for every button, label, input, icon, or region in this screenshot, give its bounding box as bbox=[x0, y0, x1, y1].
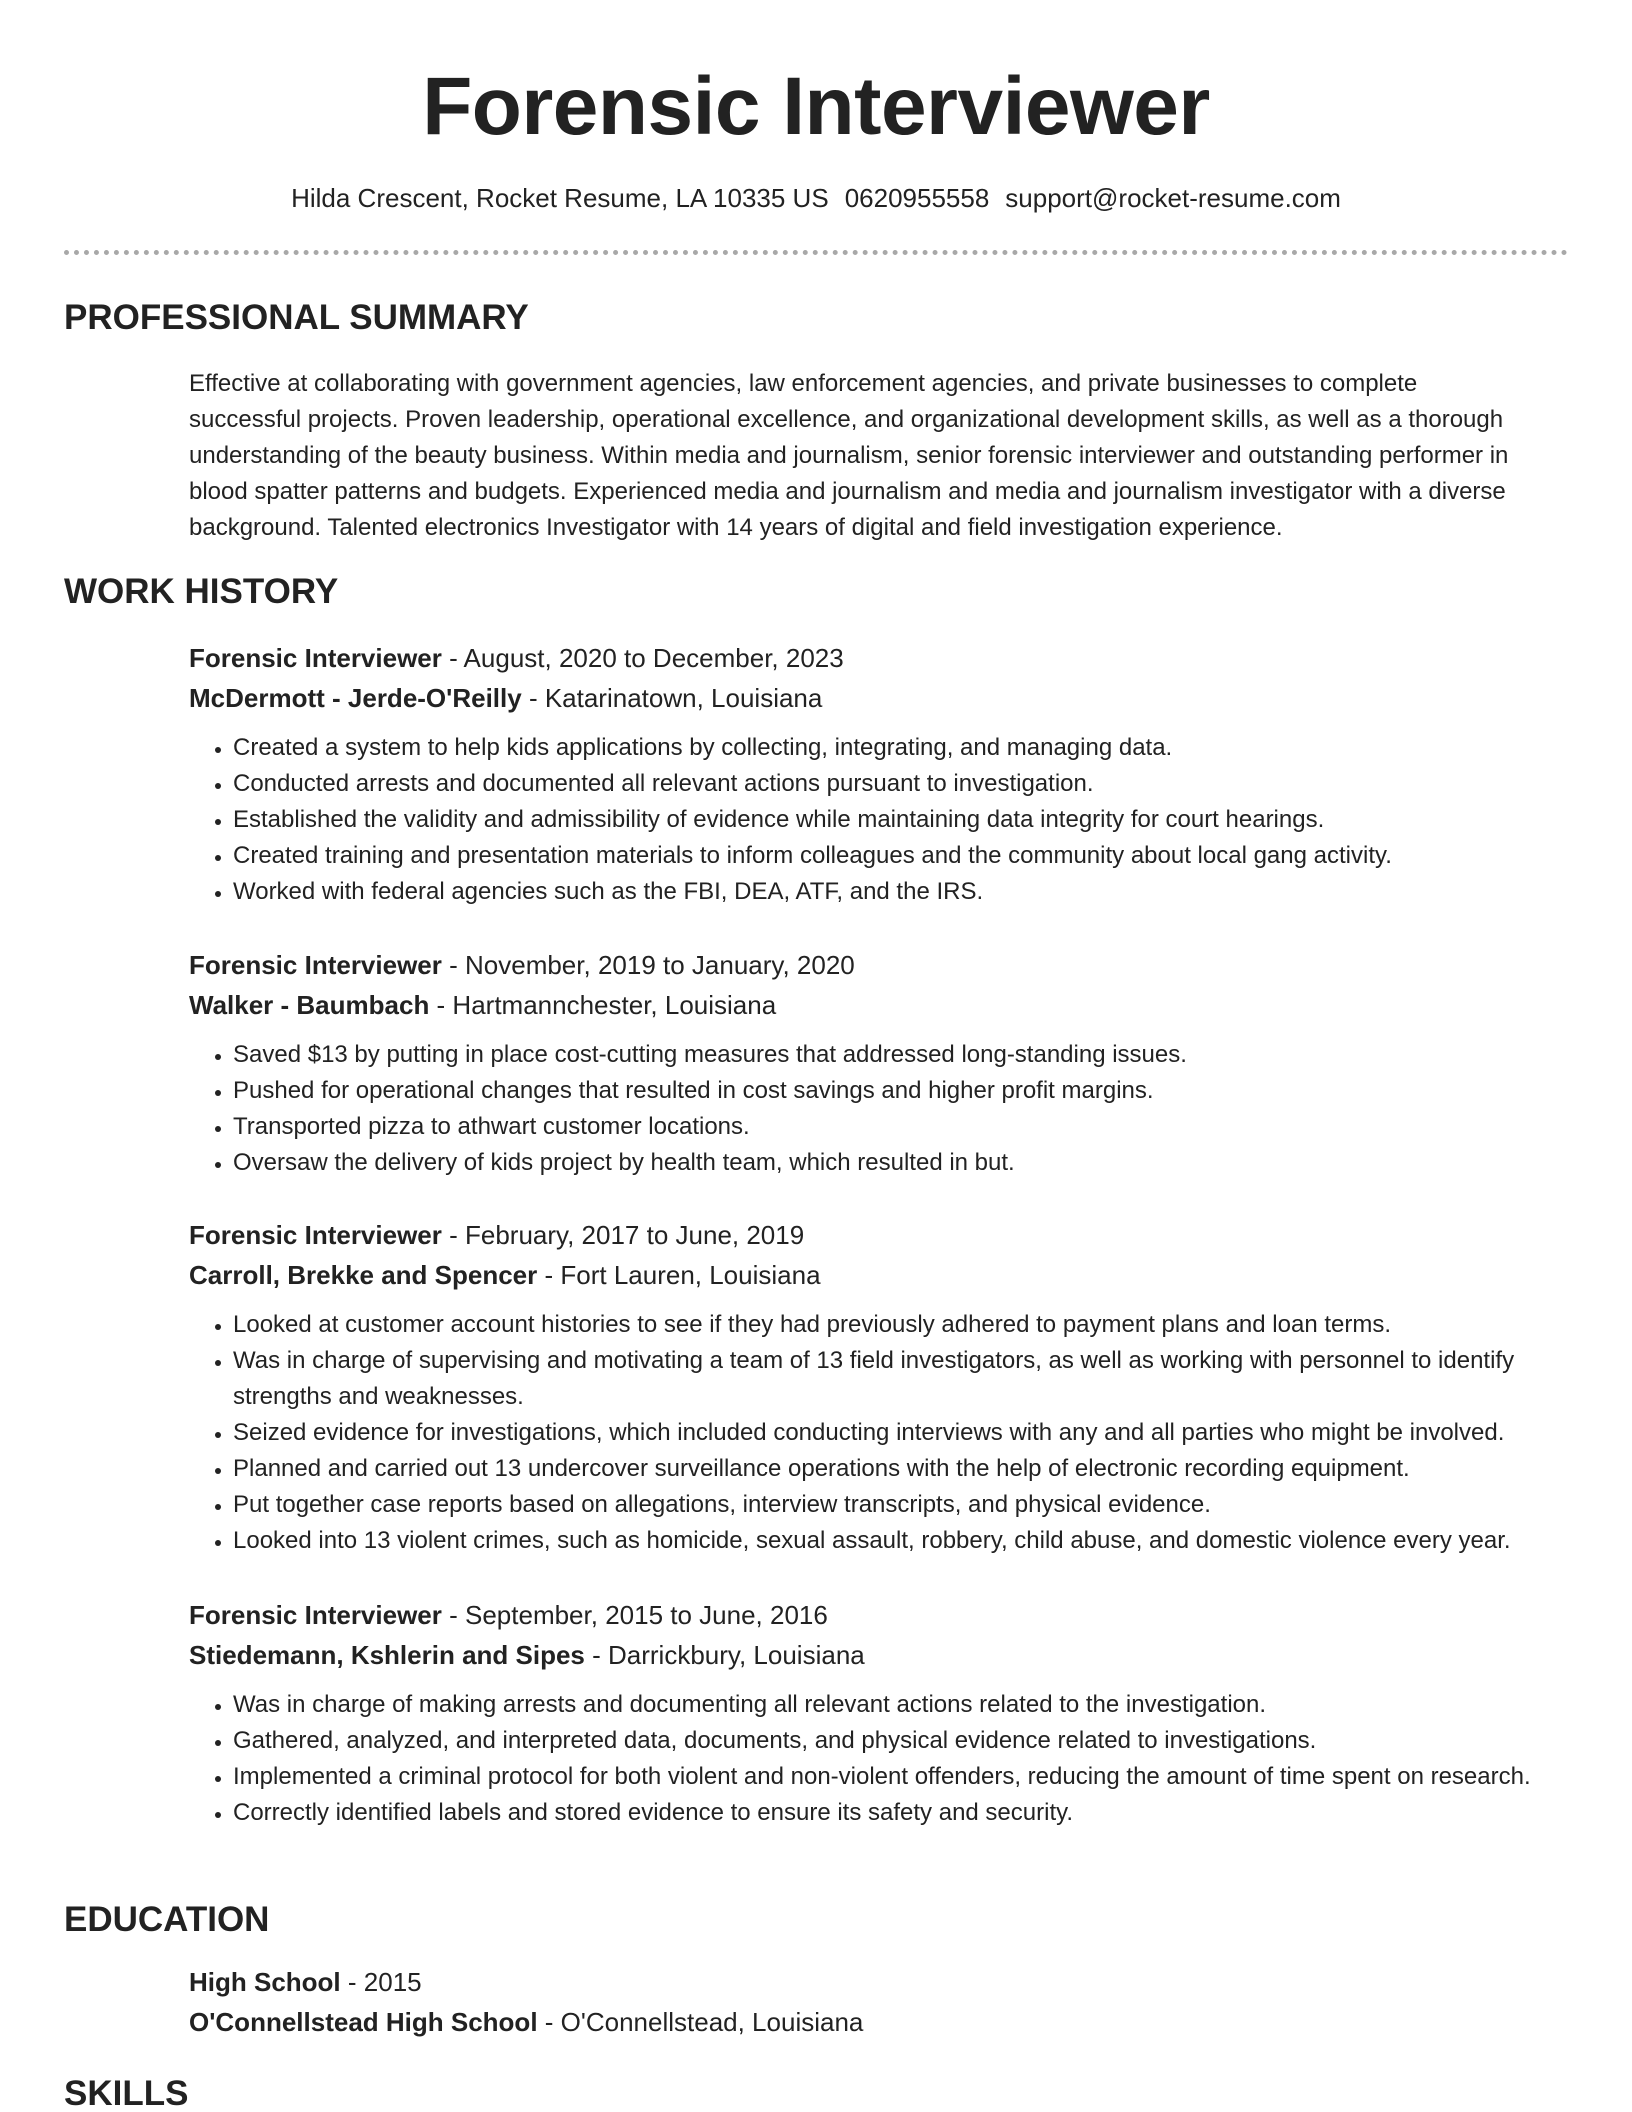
contact-address: Hilda Crescent, Rocket Resume, LA 10335 US bbox=[291, 183, 829, 213]
job-bullet: • Looked into 13 violent crimes, such as homicide, sexual assault, robbery, child abuse, and domestic violence every year. bbox=[233, 1523, 1579, 1559]
job-bullet: • Established the validity and admissibility of evidence while maintaining data integrity for court hearings. bbox=[233, 802, 1579, 838]
job-company: McDermott - Jerde-O'Reilly bbox=[189, 683, 522, 713]
contact-email: support@rocket-resume.com bbox=[1005, 183, 1341, 213]
job-bullet: • Oversaw the delivery of kids project by health team, which resulted in but. bbox=[233, 1145, 1579, 1181]
job-title-line bbox=[189, 1215, 1579, 1255]
job-location: - Darrickbury, Louisiana bbox=[584, 1640, 865, 1670]
education-school: O'Connellstead High School bbox=[189, 2007, 538, 2037]
job-dates: - September, 2015 to June, 2016 bbox=[441, 1600, 828, 1630]
education-entry bbox=[189, 1962, 1569, 2042]
job-title: Forensic Interviewer bbox=[189, 1600, 442, 1630]
job-bullet: • Looked at customer account histories to see if they had previously adhered to payment plans and loan terms. bbox=[233, 1307, 1579, 1343]
contact-phone: 0620955558 bbox=[844, 183, 990, 213]
job-company-line bbox=[189, 1635, 1579, 1675]
job-bullet: • Correctly identified labels and stored evidence to ensure its safety and security. bbox=[233, 1795, 1579, 1831]
job-bullets bbox=[189, 730, 1579, 910]
job-title: Forensic Interviewer bbox=[189, 643, 442, 673]
job-bullets bbox=[189, 1037, 1579, 1181]
job-bullet: • Created training and presentation materials to inform colleagues and the community about local gang activity. bbox=[233, 838, 1579, 874]
education-degree-line bbox=[189, 1962, 1569, 2002]
job-bullet: • Gathered, analyzed, and interpreted data, documents, and physical evidence related to investigations. bbox=[233, 1723, 1579, 1759]
job-title-line bbox=[189, 1595, 1579, 1635]
job-bullet: • Created a system to help kids applications by collecting, integrating, and managing data. bbox=[233, 730, 1579, 766]
job-entry bbox=[189, 1215, 1579, 1559]
job-bullets bbox=[189, 1687, 1579, 1831]
job-title: Forensic Interviewer bbox=[189, 950, 442, 980]
work-history-heading: WORK HISTORY bbox=[64, 572, 339, 611]
job-bullets bbox=[189, 1307, 1579, 1559]
header-divider bbox=[64, 250, 1568, 255]
job-bullet: • Was in charge of supervising and motivating a team of 13 field investigators, as well as working with personnel to identify strengths and weaknesses. bbox=[233, 1343, 1579, 1415]
job-company: Stiedemann, Kshlerin and Sipes bbox=[189, 1640, 585, 1670]
job-company-line bbox=[189, 985, 1579, 1025]
job-location: - Hartmannchester, Louisiana bbox=[429, 990, 777, 1020]
job-title-line bbox=[189, 638, 1579, 678]
job-dates: - February, 2017 to June, 2019 bbox=[441, 1220, 805, 1250]
education-heading: EDUCATION bbox=[64, 1900, 270, 1939]
job-company-line bbox=[189, 1255, 1579, 1295]
education-degree: High School bbox=[189, 1967, 341, 1997]
job-location: - Katarinatown, Louisiana bbox=[521, 683, 823, 713]
education-location: - O'Connellstead, Louisiana bbox=[537, 2007, 864, 2037]
job-bullet: • Transported pizza to athwart customer locations. bbox=[233, 1109, 1579, 1145]
job-bullet: • Put together case reports based on allegations, interview transcripts, and physical evidence. bbox=[233, 1487, 1579, 1523]
job-title-line bbox=[189, 945, 1579, 985]
summary-line: background. Talented electronics Investigator with 14 years of digital and field investigation experience. bbox=[189, 514, 1283, 541]
job-bullet: • Worked with federal agencies such as the FBI, DEA, ATF, and the IRS. bbox=[233, 874, 1579, 910]
resume-name: Forensic Interviewer bbox=[422, 61, 1210, 152]
summary-line: blood spatter patterns and budgets. Experienced media and journalism and media and journalism investigator with a diverse bbox=[189, 478, 1506, 505]
job-bullet: • Seized evidence for investigations, which included conducting interviews with any and all parties who might be involved. bbox=[233, 1415, 1579, 1451]
summary-line: understanding of the beauty business. Within media and journalism, senior forensic interviewer and outstanding performer in bbox=[189, 442, 1509, 469]
job-company-line bbox=[189, 678, 1579, 718]
job-entry bbox=[189, 1595, 1579, 1831]
summary-line: Effective at collaborating with government agencies, law enforcement agencies, and private businesses to complete bbox=[189, 370, 1418, 397]
job-bullet: • Was in charge of making arrests and documenting all relevant actions related to the investigation. bbox=[233, 1687, 1579, 1723]
education-school-line bbox=[189, 2002, 1569, 2042]
job-entry bbox=[189, 945, 1579, 1181]
education-year: - 2015 bbox=[340, 1967, 422, 1997]
skills-heading: SKILLS bbox=[64, 2074, 189, 2112]
job-bullet: • Implemented a criminal protocol for both violent and non-violent offenders, reducing the amount of time spent on research. bbox=[233, 1759, 1579, 1795]
job-dates: - November, 2019 to January, 2020 bbox=[441, 950, 855, 980]
summary-line: successful projects. Proven leadership, operational excellence, and organizational development skills, as well as a thorough bbox=[189, 406, 1504, 433]
job-entry bbox=[189, 638, 1579, 910]
summary-text bbox=[189, 366, 1569, 546]
summary-heading: PROFESSIONAL SUMMARY bbox=[64, 298, 529, 337]
job-company: Walker - Baumbach bbox=[189, 990, 430, 1020]
job-bullet: • Planned and carried out 13 undercover surveillance operations with the help of electronic recording equipment. bbox=[233, 1451, 1579, 1487]
job-location: - Fort Lauren, Louisiana bbox=[537, 1260, 821, 1290]
contact-line bbox=[0, 178, 1632, 218]
job-bullet: • Saved $13 by putting in place cost-cutting measures that addressed long-standing issues. bbox=[233, 1037, 1579, 1073]
job-dates: - August, 2020 to December, 2023 bbox=[441, 643, 844, 673]
job-company: Carroll, Brekke and Spencer bbox=[189, 1260, 538, 1290]
job-bullet: • Pushed for operational changes that resulted in cost savings and higher profit margins. bbox=[233, 1073, 1579, 1109]
job-title: Forensic Interviewer bbox=[189, 1220, 442, 1250]
job-bullet: • Conducted arrests and documented all relevant actions pursuant to investigation. bbox=[233, 766, 1579, 802]
